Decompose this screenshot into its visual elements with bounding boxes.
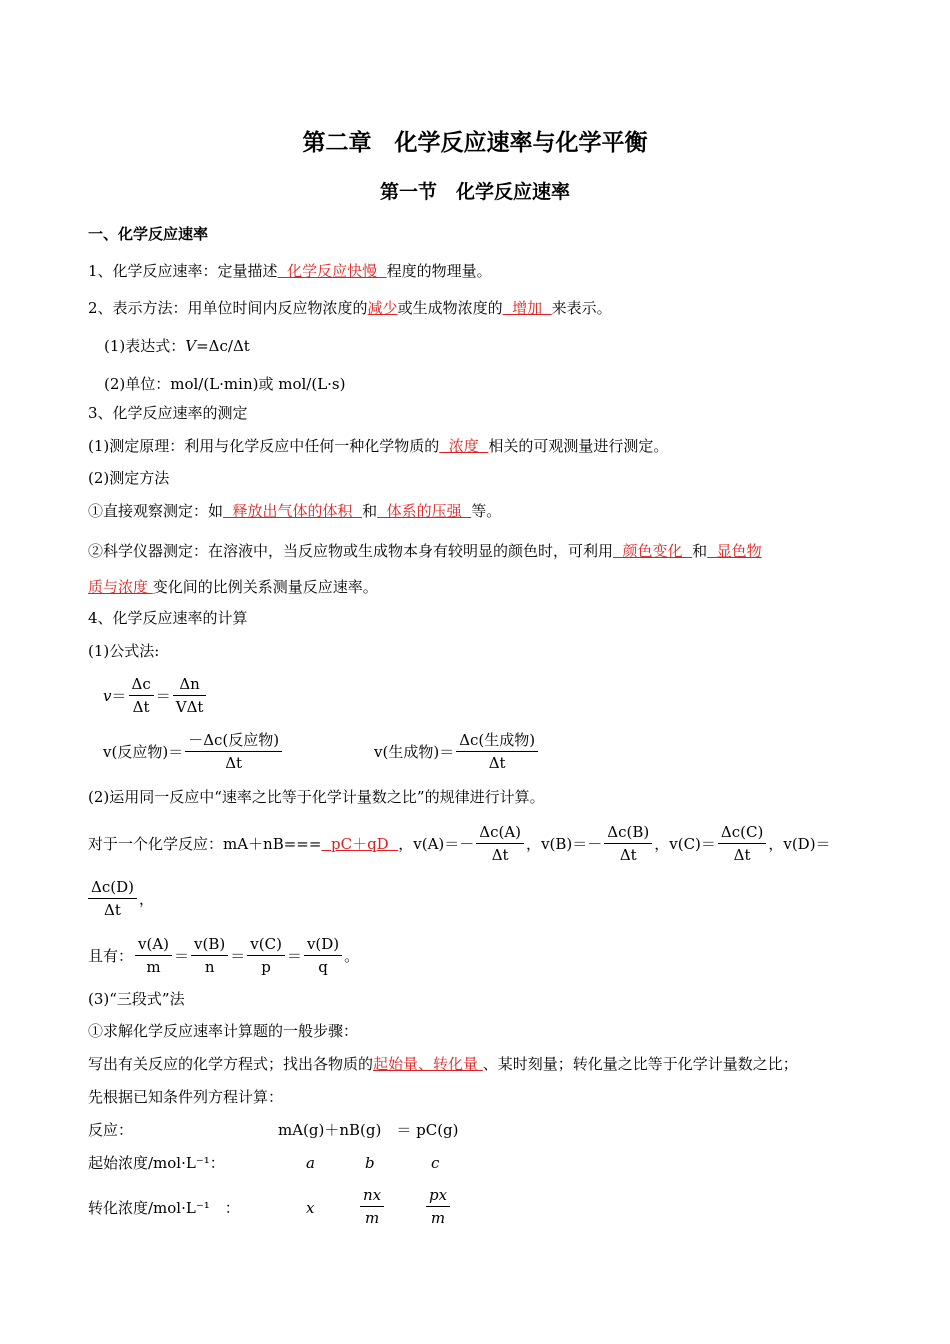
table-label-reaction: 反应： xyxy=(88,1121,134,1139)
table-converted-c xyxy=(424,1184,452,1229)
para-instrument: ②科学仪器测定：在溶液中，当反应物或生成物本身有较明显的颜色时，可利用 颜色变化 和 显色物 xyxy=(88,542,762,560)
para-ratio-rule: (2)运用同一反应中“速率之比等于化学计量数之比”的规律进行计算。 xyxy=(88,788,545,806)
formula-reactant-rate: v(反应物)＝ $\frac{\text{－Δc(反应物)}}{\Delta t}$ xyxy=(103,729,284,774)
para-three-step: (3)“三段式”法 xyxy=(88,990,185,1008)
para-steps: ①求解化学反应速率计算题的一般步骤： xyxy=(88,1022,359,1040)
table-label-initial: 起始浓度/mol·L⁻¹： xyxy=(88,1154,225,1172)
answer-blank: 化学反应快慢 xyxy=(277,262,387,280)
formula-general-reaction: 对于一个化学反应：mA＋nB=== pC＋qD ， v(A)＝－ $\frac{\Delta c(A)}{\Delta t}$ ， v(B)＝－ $\frac{\Delta c(B)}{\Delta t}$ ， v(C)＝ $\frac{\Delta c(C)}{\Delta t}$ ， v(D)＝ xyxy=(88,823,831,864)
formula-product-rate: v(生成物)＝ $\frac{\text{Δc(生成物)}}{\Delta t}$ xyxy=(374,729,540,774)
para-methods: (2)测定方法 xyxy=(88,469,170,487)
fraction: $\frac{\Delta c(A)}{\Delta t}$ xyxy=(476,821,524,866)
para-formula-method: (1)公式法: xyxy=(88,642,160,660)
answer-blank: 浓度 xyxy=(439,437,489,455)
fraction: $\frac{\Delta c(C)}{\Delta t}$ xyxy=(718,821,766,866)
table-converted-b xyxy=(358,1184,386,1229)
answer-blank: 减少 xyxy=(367,299,398,317)
fraction: $\frac{nx}{m}$ xyxy=(360,1184,384,1229)
table-initial-a: a xyxy=(306,1154,315,1172)
answer-blank: 显色物 xyxy=(707,542,762,560)
para-method: 2、表示方法：用单位时间内反应物浓度的减少或生成物浓度的 增加 来表示。 xyxy=(88,299,612,317)
formula-rate-definition: v ＝ $\frac{\Delta c}{\Delta t}$ ＝ $\frac{\Delta n}{\text{VΔt}}$ xyxy=(103,673,208,718)
fraction: $\frac{\Delta c}{\Delta t}$ xyxy=(129,673,154,718)
fraction: $\frac{\text{Δc(生成物)}}{\Delta t}$ xyxy=(456,729,538,774)
table-equation: mA(g)＋nB(g) ＝ pC(g) xyxy=(278,1121,459,1139)
fraction: $\frac{v(D)}{q}$ xyxy=(304,933,342,978)
answer-blank: 体系的压强 xyxy=(377,502,472,520)
answer-blank: pC＋qD xyxy=(321,835,399,853)
chapter-title: 第二章 化学反应速率与化学平衡 xyxy=(302,129,648,156)
fraction: $\frac{v(B)}{n}$ xyxy=(191,933,228,978)
fraction: $\frac{v(A)}{m}$ xyxy=(135,933,172,978)
heading-rate: 一、化学反应速率 xyxy=(88,225,209,243)
para-principle: (1)测定原理：利用与化学反应中任何一种化学物质的 浓度 相关的可观测量进行测定。 xyxy=(88,437,669,455)
para-measure: 3、化学反应速率的测定 xyxy=(88,404,248,422)
table-initial-b: b xyxy=(365,1154,375,1172)
para-expression: (1)表达式：V=Δc/Δt xyxy=(104,337,250,355)
para-instrument-cont: 质与浓度 变化间的比例关系测量反应速率。 xyxy=(88,578,378,596)
section-title: 第一节 化学反应速率 xyxy=(379,181,570,203)
fraction: $\frac{v(C)}{p}$ xyxy=(247,933,285,978)
table-label-converted: 转化浓度/mol·L⁻¹ ： xyxy=(88,1199,240,1217)
fraction: $\frac{\Delta c(B)}{\Delta t}$ xyxy=(604,821,652,866)
para-calc: 4、化学反应速率的计算 xyxy=(88,609,248,627)
fraction: $\frac{px}{m}$ xyxy=(426,1184,450,1229)
formula-rate-d: $\frac{\Delta c(D)}{\Delta t}$ ， xyxy=(86,876,154,921)
table-converted-a: x xyxy=(306,1199,315,1217)
answer-blank: 质与浓度 xyxy=(88,578,153,596)
formula-rate-ratio: 且有： $\frac{v(A)}{m}$ ＝ $\frac{v(B)}{n}$ ＝ $\frac{v(C)}{p}$ ＝ $\frac{v(D)}{q}$ 。 xyxy=(88,935,360,976)
fraction: $\frac{\Delta n}{\text{VΔt}}$ xyxy=(173,673,207,718)
table-initial-c: c xyxy=(431,1154,440,1172)
fraction: $\frac{\Delta c(D)}{\Delta t}$ xyxy=(88,876,137,921)
para-steps-detail: 写出有关反应的化学方程式；找出各物质的起始量、转化量 、某时刻量；转化量之比等于化学计量数之比； xyxy=(88,1055,798,1073)
para-definition: 1、化学反应速率：定量描述 化学反应快慢 程度的物理量。 xyxy=(88,262,492,280)
para-steps-cont: 先根据已知条件列方程计算： xyxy=(88,1088,284,1106)
answer-blank: 增加 xyxy=(502,299,552,317)
para-unit: (2)单位：mol/(L·min)或 mol/(L·s) xyxy=(104,375,346,393)
para-direct: ①直接观察测定：如 释放出气体的体积 和 体系的压强 等。 xyxy=(88,502,502,520)
fraction: $\frac{\text{－Δc(反应物)}}{\Delta t}$ xyxy=(185,729,282,774)
answer-blank: 起始量、转化量 xyxy=(373,1055,483,1073)
answer-blank: 颜色变化 xyxy=(613,542,693,560)
answer-blank: 释放出气体的体积 xyxy=(223,502,363,520)
